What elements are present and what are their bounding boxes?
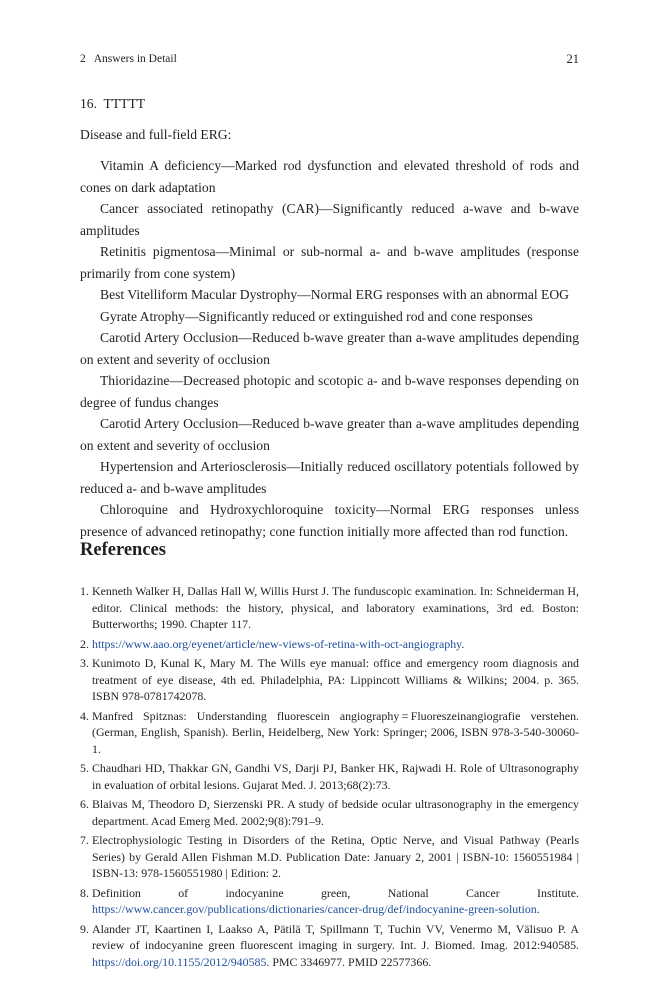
intro-line: Disease and full-field ERG: [80, 126, 232, 142]
reference-list [80, 583, 579, 973]
chapter-title: 2 Answers in Detail [80, 53, 177, 65]
erg-paragraph: Hypertension and Arteriosclerosis—Initially reduced oscillatory potentials followed by reduced a- and b-wave amplitudes [80, 459, 579, 496]
reference-item [80, 655, 579, 705]
page-number: 21 [566, 52, 579, 66]
reference-text-after: . [536, 902, 540, 917]
reference-number: 5. [80, 761, 89, 776]
reference-item [80, 636, 579, 653]
erg-paragraph: Vitamin A deficiency—Marked rod dysfunction and elevated threshold of rods and cones on dark adaptation [80, 158, 579, 195]
reference-number: 6. [80, 797, 89, 812]
reference-text: Kunimoto D, Kunal K, Mary M. The Wills eye manual: office and emergency room diagnosis and treatment of eye disease, 4th ed. Philadelphia, PA: Lippincott Williams & Wilkins; 2004. p. 365. ISBN 978-0781742078. [92, 655, 579, 704]
erg-paragraph: Best Vitelliform Macular Dystrophy—Normal ERG responses with an abnormal EOG [100, 287, 569, 302]
answer-heading: 16. TTTTT [80, 96, 146, 111]
reference-link[interactable]: https://doi.org/10.1155/2012/940585 [92, 954, 267, 969]
reference-item [80, 885, 579, 918]
erg-paragraph: Cancer associated retinopathy (CAR)—Significantly reduced a-wave and b-wave amplitudes [80, 201, 579, 238]
reference-item [80, 921, 579, 971]
reference-item [80, 760, 579, 793]
reference-text: Electrophysiologic Testing in Disorders of the Retina, Optic Nerve, and Visual Pathway (Pearls Series) by Gerald Allen Fishman M.D. Publication Date: January 2, 2001 | ISBN-10: 1560551984 | ISBN-13: 978-1560551980 | Edition: 2. [92, 833, 579, 881]
reference-text-after: . [461, 636, 465, 651]
reference-text: Chaudhari HD, Thakkar GN, Gandhi VS, Darji PJ, Banker HK, Rajwadi H. Role of Ultrasonography in evaluation of orbital lesions. Gujarat Med. J. 2013;68(2):73. [92, 761, 579, 792]
reference-number: 9. [80, 921, 89, 936]
reference-number: 4. [80, 708, 89, 723]
reference-item [80, 832, 579, 882]
reference-number: 8. [80, 885, 89, 900]
reference-text: Alander JT, Kaartinen I, Laakso A, Pätilä T, Spillmann T, Tuchin VV, Venermo M, Välisuo P. A review of indocyanine green fluorescent imaging in surgery. Int. J. Biomed. Imag. 2012:940585. [92, 921, 579, 953]
reference-number: 1. [80, 584, 89, 598]
reference-text: Blaivas M, Theodoro D, Sierzenski PR. A study of bedside ocular ultrasonography in the emergency department. Acad Emerg Med. 2002;9(8):791–9. [92, 797, 579, 828]
reference-number: 7. [80, 833, 89, 848]
reference-link[interactable]: https://www.aao.org/eyenet/article/new-views-of-retina-with-oct-angiography [92, 636, 462, 651]
erg-paragraph: Carotid Artery Occlusion—Reduced b-wave greater than a-wave amplitudes depending on extent and severity of occlusion [80, 330, 579, 367]
reference-text-after: . PMC 3346977. PMID 22577366. [266, 954, 432, 969]
references-heading: References [80, 540, 166, 560]
reference-number: 3. [80, 655, 89, 670]
reference-item [80, 583, 579, 633]
reference-number: 2. [80, 636, 89, 651]
reference-text: Kenneth Walker H, Dallas Hall W, Willis Hurst J. The funduscopic examination. In: Schneiderman H, editor. Clinical methods: the history, physical, and laboratory examinations, 3rd ed. Boston: Butterworths; 1990. Chapter 117. [92, 584, 579, 632]
reference-text: Definition of indocyanine green, National Cancer Institute. [92, 885, 579, 900]
reference-text: Manfred Spitznas: Understanding fluorescein angiography = Fluoreszeinangiografie verstehen. (German, English, Spanish). Berlin, Heidelberg, New York: Springer; 2006, ISBN 978-3-540-30060-1. [92, 708, 579, 756]
erg-paragraph: Gyrate Atrophy—Significantly reduced or extinguished rod and cone responses [100, 308, 533, 324]
erg-paragraph: Carotid Artery Occlusion—Reduced b-wave greater than a-wave amplitudes depending on extent and severity of occlusion [80, 416, 579, 453]
erg-paragraph: Chloroquine and Hydroxychloroquine toxicity—Normal ERG responses unless presence of advanced retinopathy; cone function initially more affected than rod function. [80, 502, 579, 539]
reference-item [80, 796, 579, 829]
running-header [80, 52, 579, 66]
erg-paragraph: Retinitis pigmentosa—Minimal or sub-normal a- and b-wave amplitudes (response primarily from cone system) [80, 244, 579, 281]
reference-link[interactable]: https://www.cancer.gov/publications/dictionaries/cancer-drug/def/indocyanine-green-solution [92, 902, 537, 917]
reference-item [80, 708, 579, 758]
erg-paragraph: Thioridazine—Decreased photopic and scotopic a- and b-wave responses depending on degree of fundus changes [80, 373, 579, 410]
answer-body [80, 93, 579, 542]
